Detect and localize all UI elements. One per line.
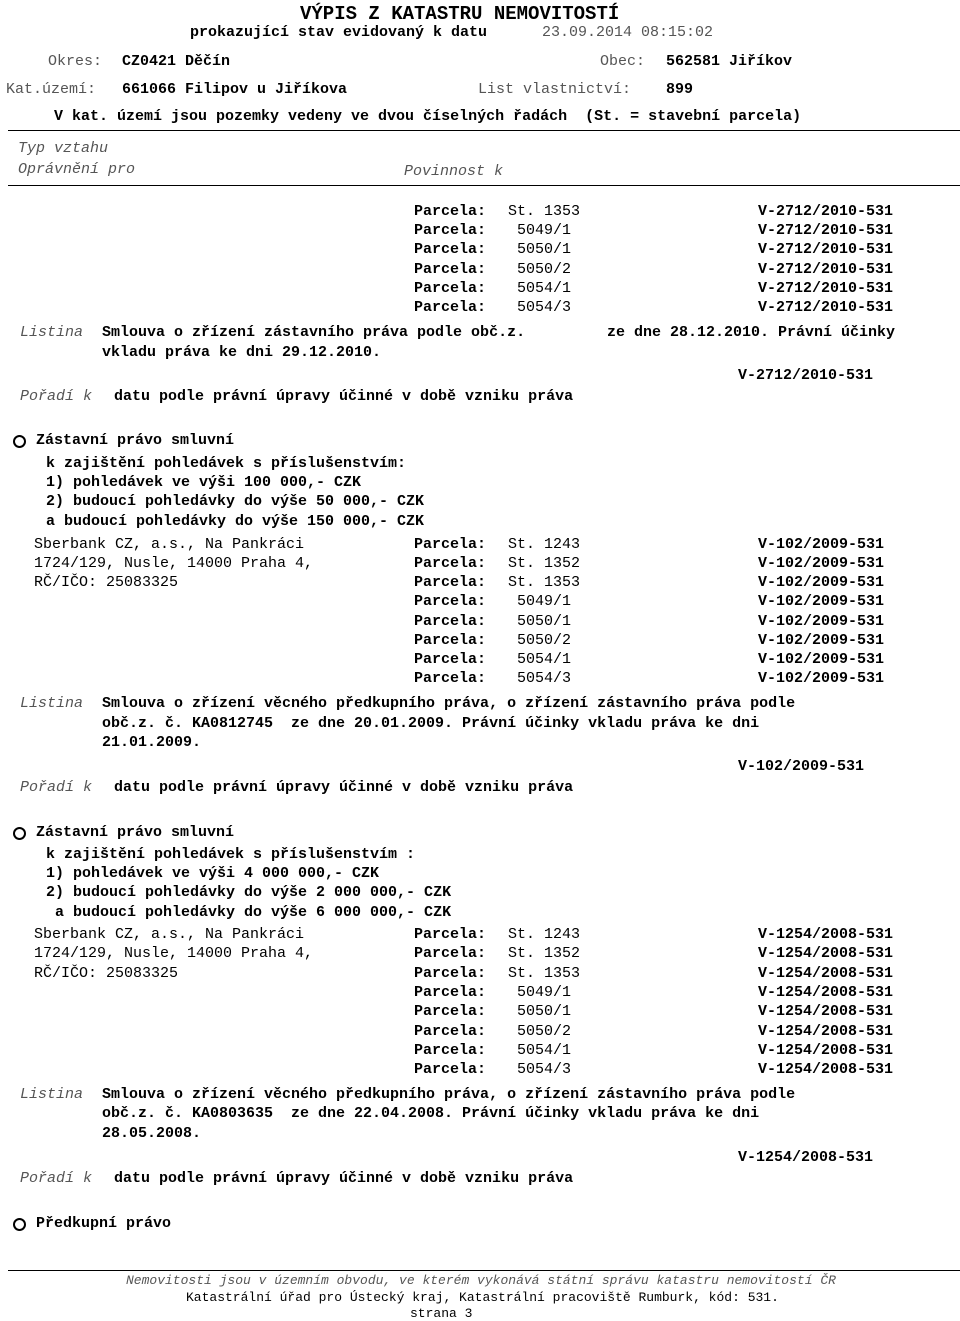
parcel-id: 5049/1 (508, 593, 572, 610)
subtitle-datetime: 23.09.2014 08:15:02 (542, 24, 714, 41)
parcel-label: Parcela: (414, 280, 487, 297)
parcel-label: Parcela: (414, 203, 487, 220)
parcel-ref: V-1254/2008-531 (758, 1023, 894, 1040)
parcel-ref: V-2712/2010-531 (758, 222, 894, 239)
parcel-ref: V-102/2009-531 (758, 651, 885, 668)
owner-line: 1724/129, Nusle, 14000 Praha 4, (34, 945, 314, 962)
listina-text-right: ze dne 28.12.2010. Právní účinky (607, 324, 896, 341)
parcel-ref: V-102/2009-531 (758, 536, 885, 553)
okres-label: Okres: (48, 53, 103, 70)
parcel-ref: V-102/2009-531 (758, 574, 885, 591)
parcel-label: Parcela: (414, 574, 487, 591)
owner-line: RČ/IČO: 25083325 (34, 965, 179, 982)
owner-line: RČ/IČO: 25083325 (34, 574, 179, 591)
footer-line: Nemovitosti jsou v územním obvodu, ve kterém vykonává státní správu katastru nemovitostí ČR (126, 1273, 836, 1288)
owner-line: Sberbank CZ, a.s., Na Pankráci (34, 536, 305, 553)
parcel-ref: V-102/2009-531 (758, 555, 885, 572)
parcel-id: 5050/1 (508, 1003, 572, 1020)
listina-text: Smlouva o zřízení věcného předkupního práva, o zřízení zástavního práva podle (102, 695, 796, 712)
parcel-ref: V-1254/2008-531 (758, 1061, 894, 1078)
section-line: 1) pohledávek ve výši 100 000,- CZK (46, 474, 362, 491)
parcel-id: 5050/2 (508, 261, 572, 278)
parcel-id: 5050/1 (508, 241, 572, 258)
parcel-label: Parcela: (414, 261, 487, 278)
parcel-ref: V-2712/2010-531 (758, 261, 894, 278)
col-povinnost-k: Povinnost k (404, 163, 504, 180)
katuzemi-value: 661066 Filipov u Jiříkova (122, 81, 348, 98)
listina-text: 28.05.2008. (102, 1125, 202, 1142)
owner-line: 1724/129, Nusle, 14000 Praha 4, (34, 555, 314, 572)
poradi-label: Pořadí k (20, 388, 93, 405)
footer-line: Katastrální úřad pro Ústecký kraj, Katastrální pracoviště Rumburk, kód: 531. (186, 1290, 779, 1305)
parcel-ref: V-1254/2008-531 (758, 926, 894, 943)
parcel-ref: V-102/2009-531 (758, 593, 885, 610)
bullet-icon (13, 435, 26, 448)
header-divider (8, 130, 960, 131)
parcel-ref: V-1254/2008-531 (758, 984, 894, 1001)
parcel-id: 5054/1 (508, 651, 572, 668)
lv-label: List vlastnictví: (478, 81, 632, 98)
section-line: k zajištění pohledávek s příslušenstvím : (46, 846, 416, 863)
parcel-id: 5049/1 (508, 984, 572, 1001)
parcel-label: Parcela: (414, 299, 487, 316)
obec-value: 562581 Jiříkov (666, 53, 793, 70)
listina-text: Smlouva o zřízení věcného předkupního práva, o zřízení zástavního práva podle (102, 1086, 796, 1103)
parcel-label: Parcela: (414, 555, 487, 572)
poradi-label: Pořadí k (20, 779, 93, 796)
bullet-icon (13, 827, 26, 840)
poradi-text: datu podle právní úpravy účinné v době vzniku práva (114, 779, 574, 796)
parcel-id: 5050/2 (508, 632, 572, 649)
parcel-label: Parcela: (414, 536, 487, 553)
parcel-ref: V-2712/2010-531 (758, 241, 894, 258)
parcel-ref: V-102/2009-531 (758, 613, 885, 630)
section-line: 1) pohledávek ve výši 4 000 000,- CZK (46, 865, 380, 882)
parcel-label: Parcela: (414, 1042, 487, 1059)
parcel-id: 5054/3 (508, 1061, 572, 1078)
katuzemi-label: Kat.území: (6, 81, 97, 98)
poradi-text: datu podle právní úpravy účinné v době vzniku práva (114, 388, 574, 405)
parcel-id: 5049/1 (508, 222, 572, 239)
listina-text: 21.01.2009. (102, 734, 202, 751)
parcel-label: Parcela: (414, 945, 487, 962)
col-typ-vztahu: Typ vztahu (18, 140, 109, 157)
bullet-icon (13, 1218, 26, 1231)
section-line: 2) budoucí pohledávky do výše 50 000,- CZK (46, 493, 425, 510)
poradi-label: Pořadí k (20, 1170, 93, 1187)
parcel-label: Parcela: (414, 593, 487, 610)
parcel-label: Parcela: (414, 1003, 487, 1020)
subtitle-label: prokazující stav evidovaný k datu (190, 24, 488, 41)
section-line: a budoucí pohledávky do výše 6 000 000,- CZK (46, 904, 452, 921)
parcel-label: Parcela: (414, 1023, 487, 1040)
listina-label: Listina (20, 1086, 84, 1103)
lv-value: 899 (666, 81, 694, 98)
parcel-id: 5054/3 (508, 670, 572, 687)
listina-label: Listina (20, 324, 84, 341)
parcel-label: Parcela: (414, 222, 487, 239)
section-line: k zajištění pohledávek s příslušenstvím: (46, 455, 407, 472)
okres-value: CZ0421 Děčín (122, 53, 231, 70)
parcel-id: St. 1353 (508, 203, 581, 220)
columns-divider (8, 185, 960, 186)
listina-label: Listina (20, 695, 84, 712)
listina-ref: V-102/2009-531 (738, 758, 865, 775)
parcel-label: Parcela: (414, 984, 487, 1001)
parcel-id: St. 1243 (508, 536, 581, 553)
listina-ref: V-1254/2008-531 (738, 1149, 874, 1166)
parcel-label: Parcela: (414, 651, 487, 668)
parcel-label: Parcela: (414, 965, 487, 982)
parcel-label: Parcela: (414, 1061, 487, 1078)
section-title: Zástavní právo smluvní (36, 824, 235, 841)
parcel-id: 5054/1 (508, 1042, 572, 1059)
footer-divider (8, 1270, 960, 1271)
listina-text: Smlouva o zřízení zástavního práva podle obč.z. (102, 324, 526, 341)
parcel-id: 5050/1 (508, 613, 572, 630)
parcel-ref: V-2712/2010-531 (758, 299, 894, 316)
listina-ref: V-2712/2010-531 (738, 367, 874, 384)
listina-text: vkladu práva ke dni 29.12.2010. (102, 344, 382, 361)
parcel-id: St. 1353 (508, 965, 581, 982)
listina-text: obč.z. č. KA0812745 ze dne 20.01.2009. Právní účinky vkladu práva ke dni (102, 715, 760, 732)
poradi-text: datu podle právní úpravy účinné v době vzniku práva (114, 1170, 574, 1187)
parcel-label: Parcela: (414, 241, 487, 258)
parcel-id: St. 1353 (508, 574, 581, 591)
parcel-id: 5050/2 (508, 1023, 572, 1040)
col-opravneni-pro: Oprávnění pro (18, 161, 136, 178)
parcel-ref: V-102/2009-531 (758, 670, 885, 687)
obec-label: Obec: (600, 53, 646, 70)
listina-text: obč.z. č. KA0803635 ze dne 22.04.2008. Právní účinky vkladu práva ke dni (102, 1105, 760, 1122)
parcel-id: St. 1243 (508, 926, 581, 943)
parcel-ref: V-2712/2010-531 (758, 280, 894, 297)
section-line: a budoucí pohledávky do výše 150 000,- CZK (46, 513, 425, 530)
parcel-id: 5054/1 (508, 280, 572, 297)
page-title: VÝPIS Z KATASTRU NEMOVITOSTÍ (300, 3, 620, 25)
parcel-id: St. 1352 (508, 945, 581, 962)
page-number: strana 3 (410, 1306, 473, 1321)
owner-line: Sberbank CZ, a.s., Na Pankráci (34, 926, 305, 943)
parcel-ref: V-2712/2010-531 (758, 203, 894, 220)
header-note: V kat. území jsou pozemky vedeny ve dvou číselných řadách (St. = stavební parcela) (54, 108, 802, 125)
section-title: Předkupní právo (36, 1215, 172, 1232)
section-line: 2) budoucí pohledávky do výše 2 000 000,- CZK (46, 884, 452, 901)
parcel-ref: V-102/2009-531 (758, 632, 885, 649)
parcel-label: Parcela: (414, 926, 487, 943)
parcel-ref: V-1254/2008-531 (758, 1003, 894, 1020)
parcel-label: Parcela: (414, 613, 487, 630)
section-title: Zástavní právo smluvní (36, 432, 235, 449)
parcel-label: Parcela: (414, 632, 487, 649)
parcel-id: 5054/3 (508, 299, 572, 316)
parcel-id: St. 1352 (508, 555, 581, 572)
parcel-ref: V-1254/2008-531 (758, 945, 894, 962)
parcel-ref: V-1254/2008-531 (758, 965, 894, 982)
parcel-ref: V-1254/2008-531 (758, 1042, 894, 1059)
parcel-label: Parcela: (414, 670, 487, 687)
